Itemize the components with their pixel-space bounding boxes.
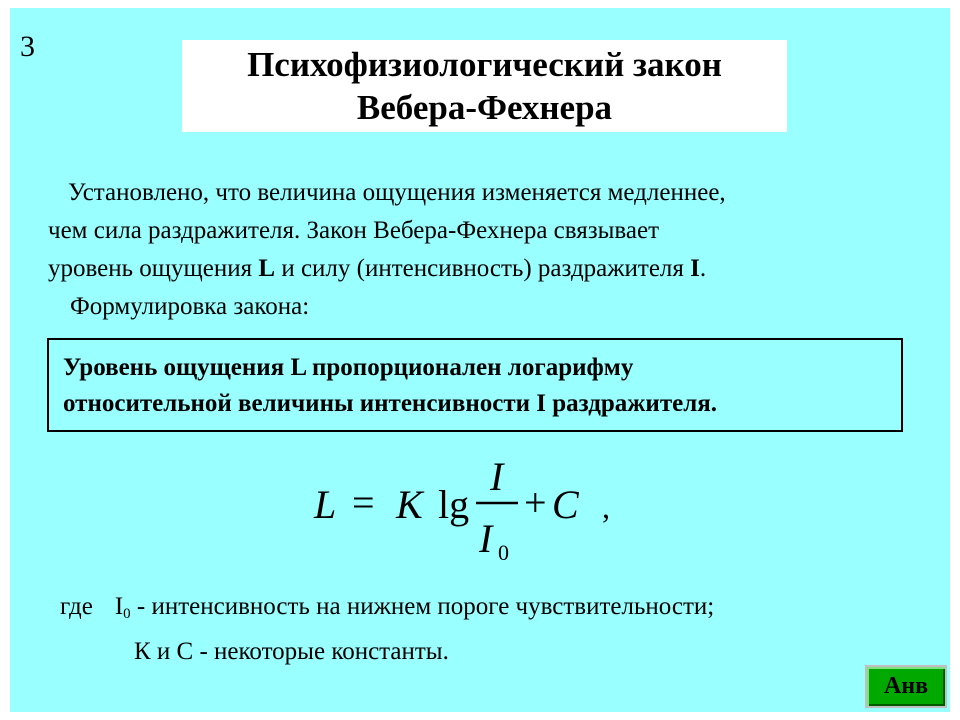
where-symbol: I [114, 593, 124, 620]
title-box [182, 40, 787, 132]
where-line-1 [60, 588, 714, 633]
law-statement-box [47, 338, 903, 432]
where-explanation [60, 588, 714, 671]
slide [10, 8, 950, 712]
slide-number: 3 [20, 30, 35, 63]
intro-line-2: чем сила раздражителя. Закон Вебера-Фехнера связывает [48, 217, 659, 244]
formula-denominator: I [479, 516, 493, 561]
intro-line-3 [48, 250, 726, 288]
title-line-1: Психофизиологический закон [247, 45, 722, 84]
where-line-2: К и С - некоторые константы. [134, 638, 449, 665]
formula-plus: + [524, 480, 547, 525]
law-statement-line-1: Уровень ощущения L пропорционален логарифму [63, 354, 634, 381]
intro-line-3-text: уровень ощущения [48, 255, 259, 282]
intro-line-4: Формулировка закона: [70, 293, 310, 320]
symbol-l: L [258, 255, 276, 282]
formula-svg [308, 460, 628, 570]
formula-equals: = [352, 480, 375, 525]
author-badge-button[interactable]: Анв [865, 665, 947, 708]
formula-c: C [552, 482, 579, 527]
formula-numerator: I [490, 460, 504, 499]
formula-denominator-subscript: 0 [498, 540, 509, 565]
where-symbol-subscript: 0 [123, 606, 131, 622]
symbol-i: I [690, 255, 700, 282]
where-definition: - интенсивность на нижнем пороге чувствительности; [130, 593, 715, 620]
law-statement-line-2: относительной величины интенсивности I раздражителя. [63, 390, 718, 417]
intro-text [48, 174, 726, 326]
formula-l: L [314, 482, 337, 527]
formula-lg: lg [438, 482, 470, 527]
title-line-2: Вебера-Фехнера [356, 88, 613, 127]
intro-line-3-end: . [699, 255, 707, 282]
intro-line-3-text-2: и силу (интенсивность) раздражителя [275, 255, 691, 282]
intro-line-1: Установлено, что величина ощущения изменяется медленнее, [68, 179, 726, 206]
formula-comma: , [602, 489, 610, 525]
formula-k: K [396, 482, 423, 527]
formula [308, 460, 628, 570]
where-label: где [60, 593, 93, 620]
